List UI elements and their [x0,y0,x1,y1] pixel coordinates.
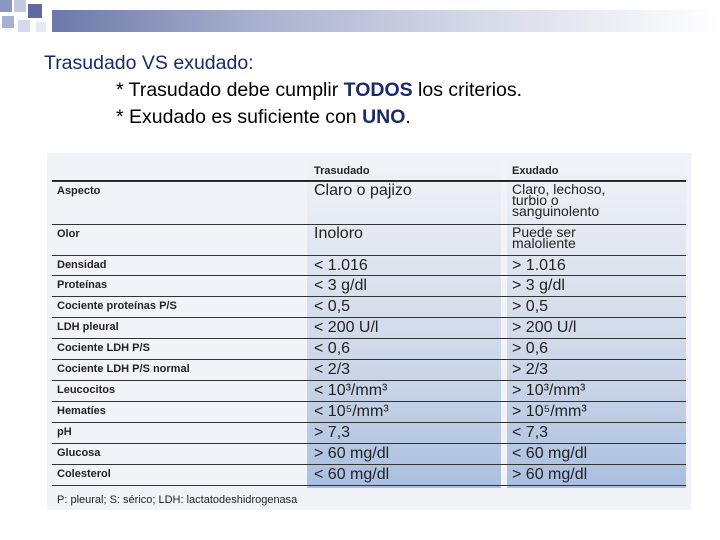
table-row [52,296,686,318]
title-line1: Trasudado VS exudado: [44,52,254,74]
cell-exudado: > 1.016 [512,257,566,274]
cell-exudado: > 10⁵/mm³ [512,403,587,420]
row-label: Cociente LDH P/S [57,342,150,354]
deco-square [14,0,26,12]
row-label: Olor [57,228,80,240]
cell-exudado: > 60 mg/dl [512,466,588,483]
cell-trasudado: > 7,3 [314,424,351,441]
row-label: LDH pleural [57,321,119,333]
table-row [52,401,686,423]
cell-trasudado: < 200 U/l [314,319,379,336]
row-label: Cociente proteínas P/S [57,300,177,312]
cell-exudado: > 200 U/l [512,319,577,336]
table-row [52,380,686,402]
row-label: Densidad [57,259,107,271]
row-label: Cociente LDH P/S normal [57,363,190,375]
header-exudado: Exudado [512,165,559,177]
table-row [52,317,686,339]
cell-exudado: > 0,5 [512,298,549,315]
cell-exudado: < 7,3 [512,424,549,441]
cell-trasudado: < 1.016 [314,257,368,274]
cell-trasudado: < 10⁵/mm³ [314,403,389,420]
header-trasudado: Trasudado [314,165,370,177]
row-label: pH [57,426,72,438]
cell-trasudado: Inoloro [314,225,363,242]
criterion-line-exudado [44,104,522,131]
table-body [52,158,686,505]
deco-square [36,22,46,32]
table-row [52,181,686,225]
table-row [52,224,686,256]
row-label: Proteínas [57,279,108,291]
line2-bold: TODOS [343,79,413,101]
cell-exudado: > 3 g/dl [512,277,565,294]
cell-trasudado: < 10³/mm³ [314,382,388,399]
table-row [52,422,686,444]
row-label: Colesterol [57,468,111,480]
cell-exudado: > 2/3 [512,361,549,378]
cell-exudado: < 60 mg/dl [512,445,588,462]
header-gradient-bar [52,10,720,32]
line3-suffix: . [405,106,411,128]
deco-square [18,20,30,32]
line2-suffix: los criterios. [412,79,523,101]
cell-trasudado: > 60 mg/dl [314,445,390,462]
table-row [52,359,686,381]
cell-trasudado: Claro o pajizo [314,182,412,199]
row-label: Leucocitos [57,384,116,396]
cell-trasudado: < 0,5 [314,298,351,315]
cell-exudado: > 10³/mm³ [512,382,586,399]
cell-trasudado: < 2/3 [314,361,351,378]
cell-trasudado: < 3 g/dl [314,277,367,294]
table-row [52,275,686,297]
criterion-line-trasudado [44,77,522,104]
row-label: Aspecto [57,185,101,197]
slide-title-block [44,50,522,131]
slide-title [44,50,522,77]
cell-trasudado: < 0,6 [314,340,351,357]
cell-exudado: Puede ser maloliente [512,224,576,251]
line3-bold: UNO [362,106,406,128]
table-row [52,443,686,465]
cell-exudado: > 0,6 [512,340,549,357]
cell-exudado: Claro, lechoso, turbio o sanguinolento [512,181,606,219]
table-row [52,464,686,486]
row-label: Glucosa [57,447,101,459]
table-row [52,338,686,360]
line2-prefix: * Trasudado debe cumplir [116,79,344,101]
table-bottom-rule [52,485,686,486]
table-row [52,255,686,276]
line3-prefix: * Exudado es suficiente con [116,106,363,128]
deco-square [2,16,14,28]
comparison-table [47,153,691,510]
row-label: Hematíes [57,405,106,417]
table-footnote: P: pleural; S: sérico; LDH: lactatodeshidrogenasa [57,494,298,506]
deco-square [0,0,12,12]
cell-trasudado: < 60 mg/dl [314,466,390,483]
deco-square [28,4,42,18]
